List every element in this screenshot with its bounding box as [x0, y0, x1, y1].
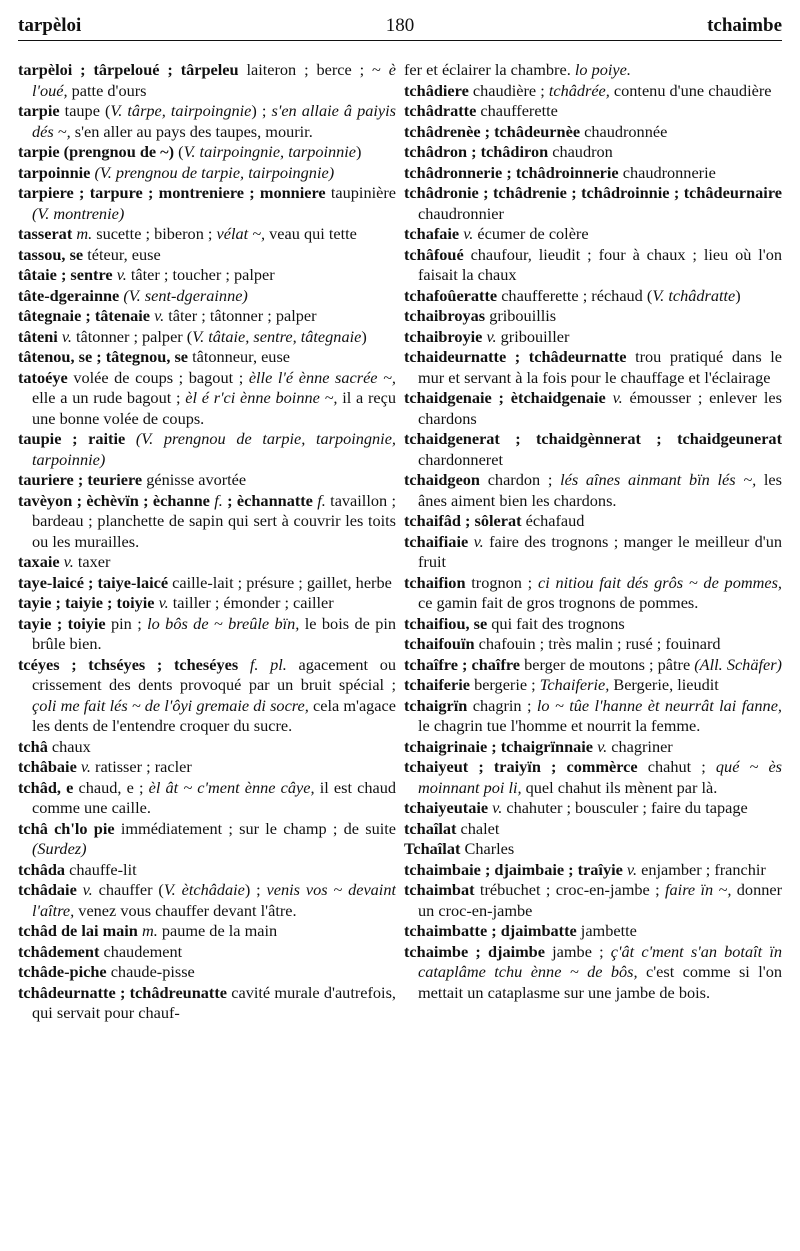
entry-italic-text: v. — [80, 757, 96, 776]
entry-headword: tchâdronnerie ; tchâdroinnerie — [404, 162, 623, 182]
dictionary-entry — [18, 983, 396, 1024]
entry-headword: tchaibroyas — [404, 306, 490, 325]
entry-headword: tâteni — [18, 326, 62, 346]
dictionary-entry — [404, 532, 782, 573]
entry-definition: jambette — [580, 921, 637, 940]
entry-italic-text: è l'oué, — [32, 60, 396, 100]
entry-italic-text: v. — [158, 593, 173, 612]
entry-definition: chaudronnerie — [622, 162, 716, 182]
entry-italic-text: èl é r'ci ènne boinne ~, — [185, 388, 338, 407]
entry-definition: tailler ; émonder ; cailler — [172, 593, 334, 612]
entry-headword: tchaidgenerat ; tchaidgènnerat ; tchaidgeunerat — [404, 429, 782, 448]
entry-italic-text: venis vos ~ devaint l'aître, — [32, 880, 396, 920]
entry-headword: ; èchannatte — [227, 490, 318, 510]
entry-definition: échafaud — [525, 511, 585, 530]
dictionary-entry — [404, 921, 782, 942]
entry-italic-text: lo bôs de ~ breûle bïn, — [147, 613, 300, 633]
entry-definition: le bois de pin brûle bien. — [32, 613, 396, 653]
entry-definition: agacement ou crissement des dents provoqué par un bruit spécial ; — [32, 654, 396, 694]
dictionary-entry — [18, 552, 396, 573]
entry-headword: tchaidgenaie ; ètchaidgenaie — [404, 388, 613, 407]
entry-definition: chaufour, lieudit ; four à chaux ; lieu où l'on faisait la chaux — [418, 244, 782, 284]
entry-italic-text: v. — [486, 326, 501, 346]
entry-definition: cavité murale d'autrefois, qui servait pour chauf- — [32, 982, 396, 1022]
entry-headword: tarpèloi ; târpeloué ; târpeleu — [18, 60, 247, 79]
entry-definition: taupinière — [330, 183, 396, 202]
entry-headword: tchaîfre ; chaîfre — [404, 654, 525, 674]
entry-definition: enjamber ; franchir — [641, 859, 766, 879]
entry-definition: chafouin ; très malin ; rusé ; fouinard — [478, 634, 721, 653]
dictionary-entry — [18, 245, 396, 266]
entry-headword: tchaifion — [404, 572, 472, 592]
dictionary-entry — [404, 470, 782, 511]
entry-headword: tchaimbaie ; djaimbaie ; traîyie — [404, 859, 627, 879]
entry-headword: tchaimbe ; djaimbe — [404, 941, 553, 961]
entry-italic-text: ç'ât c'ment s'an botaît ïn cataplâme tchu ènne ~ de bôs, — [418, 941, 782, 981]
entry-italic-text: (Surdez) — [32, 839, 87, 858]
entry-definition: tâtonneur, euse — [192, 347, 291, 366]
entry-italic-text: (V. sent-dgerainne) — [123, 285, 248, 305]
entry-headword: tchâdiere — [404, 80, 473, 100]
entry-definition: qui fait des trognons — [491, 613, 625, 633]
entry-headword: taupie ; raitie — [18, 429, 136, 448]
entry-definition: chaudronnée — [584, 121, 668, 141]
entry-definition: bergerie ; — [474, 675, 540, 694]
entry-definition: gribouiller — [500, 326, 570, 346]
entry-definition: trognon ; — [471, 572, 538, 592]
entry-definition: veau qui tette — [265, 224, 357, 243]
dictionary-entry — [404, 60, 782, 81]
entry-definition: ce gamin fait de gros trognons de pommes. — [418, 593, 699, 612]
dictionary-entry — [404, 224, 782, 245]
dictionary-entry — [18, 306, 396, 327]
dictionary-entry — [404, 327, 782, 348]
right-column — [404, 60, 782, 1243]
dictionary-entry — [18, 327, 396, 348]
entry-definition: chaude-pisse — [110, 962, 195, 981]
entry-headword: tchaifiaie — [404, 531, 474, 551]
entry-definition: sucette ; biberon ; — [96, 224, 217, 243]
entry-headword: tchâda — [18, 859, 70, 879]
entry-headword: tchâd, e — [18, 777, 79, 797]
dictionary-entry — [18, 962, 396, 983]
entry-headword: tchâdronie ; tchâdrenie ; tchâdroinnie ; tchâdeurnaire — [404, 183, 782, 202]
entry-headword: Tchaîlat — [404, 839, 465, 858]
entry-definition: tavaillon ; bardeau ; planchette de sapin qui sert à couvrir les toits ou les murailles. — [32, 490, 396, 551]
entry-definition: chauffe-lit — [69, 859, 137, 879]
dictionary-entry — [404, 839, 782, 860]
entry-headword: tchaigrïn — [404, 695, 473, 715]
header-left-headword: tarpèloi — [18, 15, 82, 36]
entry-definition: téteur, euse — [87, 244, 161, 264]
entry-definition: chalet — [460, 818, 500, 838]
entry-headword: tchaiyeutaie — [404, 798, 493, 817]
entry-headword: tchâdaie — [18, 880, 83, 899]
entry-italic-text: f. — [317, 490, 331, 510]
entry-headword: tâtenou, se ; tâtegnou, se — [18, 347, 193, 366]
entry-headword: tasserat — [18, 224, 77, 243]
dictionary-entry — [18, 860, 396, 881]
entry-italic-text: V. tchâdratte — [652, 285, 736, 305]
entry-headword: tâtegnaie ; tâtenaie — [18, 306, 155, 325]
entry-italic-text: ci nitiou fait dés grôs ~ de pommes, — [537, 572, 782, 592]
entry-definition: chaud, e ; — [78, 777, 149, 797]
entry-italic-text: (All. Schäfer) — [694, 654, 782, 674]
entry-definition: faire des trognons ; manger le meilleur d'un fruit — [418, 531, 782, 571]
dictionary-entry — [404, 675, 782, 696]
entry-headword: tatoéye — [18, 367, 74, 387]
dictionary-entry — [404, 81, 782, 102]
entry-headword: tarpie — [18, 101, 65, 120]
entry-definition: volée de coups ; bagout ; — [73, 367, 249, 387]
entry-italic-text: èl ât ~ c'ment ènne câye, — [148, 777, 315, 797]
entry-headword: taxaie — [18, 552, 64, 571]
entry-definition: le chagrin tue l'homme et nourrit la femme. — [418, 716, 701, 735]
dictionary-entry — [404, 388, 782, 429]
entry-italic-text: lés aînes ainmant bïn lés ~, — [560, 470, 757, 489]
entry-definition: chaudement — [103, 941, 183, 961]
entry-headword: tchaideurnatte ; tchâdeurnatte — [404, 347, 636, 366]
entry-italic-text: v. — [473, 531, 490, 551]
entry-headword: tayie ; taiyie ; toiyie — [18, 593, 159, 612]
entry-italic-text: v. — [492, 798, 507, 817]
entry-definition: patte d'ours — [67, 80, 147, 100]
dictionary-entry — [404, 573, 782, 614]
entry-italic-text: m. — [141, 921, 162, 940]
entry-definition: ) — [735, 285, 741, 305]
entry-headword: tcéyes ; tchséyes ; tcheséyes — [18, 654, 250, 674]
entry-definition: s'en aller au pays des taupes, mourir. — [70, 121, 313, 141]
entry-definition: berger de moutons ; pâtre — [524, 654, 695, 674]
entry-definition: caille-lait ; présure ; gaillet, herbe — [172, 572, 392, 592]
dictionary-entry — [404, 101, 782, 122]
dictionary-entry — [18, 101, 396, 142]
entry-italic-text: v. — [597, 736, 612, 756]
entry-definition: ( — [178, 142, 184, 161]
entry-definition: laiteron ; berce ; ~ — [246, 60, 389, 79]
dictionary-entry — [404, 306, 782, 327]
dictionary-entry — [404, 737, 782, 758]
dictionary-entry — [18, 368, 396, 430]
entry-definition: trou pratiqué dans le mur et servant à la fois pour le chauffage et l'éclairage — [418, 347, 782, 387]
dictionary-entry — [18, 265, 396, 286]
entry-headword: tchaigrinaie ; tchaigrïnnaie — [404, 736, 598, 756]
entry-definition: écumer de colère — [477, 224, 589, 243]
entry-headword: tchaîlat — [404, 818, 461, 838]
dictionary-entry — [18, 163, 396, 184]
entry-definition: pin ; — [111, 613, 148, 633]
entry-headword: tchaifouïn — [404, 634, 479, 653]
entry-headword: tchâdratte — [404, 101, 481, 120]
dictionary-entry — [18, 286, 396, 307]
dictionary-entry — [18, 614, 396, 655]
entry-headword: tchaiferie — [404, 675, 475, 694]
entry-definition: chahut ; — [647, 757, 716, 776]
entry-definition: chaux — [51, 736, 91, 756]
dictionary-entry — [404, 245, 782, 286]
entry-italic-text: v. — [63, 552, 78, 571]
entry-headword: tâtaie ; sentre — [18, 265, 117, 284]
entry-definition: chardonneret — [418, 449, 503, 469]
entry-definition: chaudière ; — [472, 80, 549, 100]
entry-headword: tchaiyeut ; traiyïn ; commèrce — [404, 757, 648, 776]
dictionary-entry — [18, 470, 396, 491]
entry-definition: il a reçu une bonne volée de coups. — [32, 388, 396, 428]
dictionary-entry — [18, 593, 396, 614]
entry-italic-text: s'en allaie â paiyis dés ~, — [32, 101, 396, 141]
dictionary-entry — [404, 942, 782, 1004]
dictionary-entry — [404, 634, 782, 655]
entry-definition: chahuter ; bousculer ; faire du tapage — [506, 798, 748, 817]
entry-definition: chaufferette — [480, 101, 558, 120]
entry-definition: immédiatement ; sur le champ ; de suite — [120, 818, 396, 838]
entry-definition: ) — [361, 326, 367, 346]
entry-headword: tchâdron ; tchâdiron — [404, 142, 553, 161]
entry-italic-text: V. tairpoingnie, tarpoinnie — [183, 142, 357, 161]
dictionary-entry — [18, 491, 396, 553]
entry-definition: les ânes aiment bien les chardons. — [418, 470, 782, 510]
entry-italic-text: V. târpe, tairpoingnie — [110, 101, 252, 120]
entry-headword: taye-laicé ; taiye-laicé — [18, 572, 173, 592]
entry-italic-text: tchâdrée, — [548, 80, 610, 100]
entry-definition: elle a un rude bagout ; — [32, 388, 186, 407]
entry-italic-text: vélat ~, — [216, 224, 266, 243]
dictionary-entry — [18, 757, 396, 778]
entry-definition: taxer — [77, 552, 111, 571]
entry-definition: chardon ; — [487, 470, 561, 489]
entry-headword: tchafaie — [404, 224, 464, 243]
entry-definition: trébuchet ; croc-en-jambe ; — [479, 880, 665, 899]
dictionary-entry — [404, 860, 782, 881]
dictionary-entry — [18, 142, 396, 163]
dictionary-entry — [404, 347, 782, 388]
entry-definition: Charles — [464, 839, 515, 858]
entry-definition: fer et éclairer la chambre. — [404, 60, 575, 79]
entry-italic-text: v. — [82, 880, 99, 899]
entry-headword: tchâbaie — [18, 757, 81, 776]
entry-headword: tarpoinnie — [18, 162, 95, 182]
entry-definition: gribouillis — [489, 306, 557, 325]
dictionary-entry — [404, 614, 782, 635]
page-header — [18, 12, 782, 41]
dictionary-entry — [18, 737, 396, 758]
entry-headword: tchaifiou, se — [404, 613, 492, 633]
dictionary-entry — [18, 778, 396, 819]
entry-definition: chagriner — [611, 736, 673, 756]
dictionary-entry — [18, 224, 396, 245]
dictionary-entry — [404, 183, 782, 224]
entry-italic-text: f. pl. — [249, 654, 299, 674]
entry-definition: ratisser ; racler — [95, 757, 192, 776]
entry-headword: tarpiere ; tarpure ; montreniere ; monniere — [18, 183, 331, 202]
entry-headword: tchaibroyie — [404, 326, 487, 346]
entry-definition: génisse avortée — [146, 470, 247, 489]
dictionary-entry — [18, 183, 396, 224]
entry-italic-text: V. tâtaie, sentre, tâtegnaie — [192, 326, 362, 346]
entry-headword: tchaimbat — [404, 880, 480, 899]
entry-italic-text: lo ~ tûe l'hanne èt neurrât lai fanne, — [536, 695, 782, 715]
dictionary-entry — [18, 655, 396, 737]
entry-definition: tâter ; tâtonner ; palper — [168, 306, 317, 325]
entry-definition: il est chaud comme une caille. — [32, 777, 396, 817]
entry-italic-text: èlle l'é ènne sacrée ~, — [248, 367, 396, 387]
entry-definition: ) — [356, 142, 362, 161]
entry-headword: tarpie (prengnou de ~) — [18, 142, 179, 161]
entry-definition: donner un croc-en-jambe — [418, 880, 782, 920]
dictionary-columns — [18, 60, 782, 1243]
entry-definition: chaudron — [552, 142, 613, 161]
entry-italic-text: lo poiye. — [574, 60, 631, 79]
entry-italic-text: v. — [116, 265, 131, 284]
entry-headword: tchâdrenèe ; tchâdeurnèe — [404, 121, 585, 141]
entry-headword: tchâdement — [18, 941, 104, 961]
entry-definition: contenu d'une chaudière — [609, 80, 772, 100]
entry-definition: ) ; — [244, 880, 267, 899]
entry-italic-text: Tchaiferie, — [539, 675, 610, 694]
entry-headword: tchâfoué — [404, 244, 471, 264]
dictionary-entry — [404, 511, 782, 532]
entry-definition: venez vous chauffer devant l'âtre. — [74, 900, 297, 920]
dictionary-entry — [404, 163, 782, 184]
entry-headword: tchafoûeratte — [404, 285, 502, 305]
dictionary-entry — [404, 880, 782, 921]
entry-headword: tassou, se — [18, 244, 88, 264]
entry-definition: chaufferette ; réchaud ( — [501, 285, 653, 305]
entry-definition: jambe ; — [552, 941, 611, 961]
entry-headword: tchâde-piche — [18, 962, 111, 981]
dictionary-entry — [18, 921, 396, 942]
entry-headword: tchâ — [18, 736, 52, 756]
entry-italic-text: (V. montrenie) — [32, 203, 125, 223]
entry-italic-text: v. — [612, 388, 630, 407]
dictionary-entry — [404, 655, 782, 676]
dictionary-entry — [18, 573, 396, 594]
entry-italic-text: faire ïn ~, — [665, 880, 732, 899]
entry-definition: émousser ; enlever les chardons — [418, 388, 782, 428]
left-column — [18, 60, 396, 1243]
entry-italic-text: qué ~ ès moinnant poi li, — [418, 757, 782, 797]
entry-definition: taupe ( — [64, 101, 111, 120]
dictionary-entry — [18, 880, 396, 921]
dictionary-entry — [18, 347, 396, 368]
entry-italic-text: (V. prengnou de tarpie, tairpoingnie) — [94, 162, 335, 182]
entry-definition: c'est comme si l'on mettait un cataplasme sur une jambe de bois. — [418, 962, 782, 1002]
entry-definition: tâtonner ; palper ( — [76, 326, 193, 346]
dictionary-entry — [18, 60, 396, 101]
dictionary-entry — [404, 429, 782, 470]
header-right-headword: tchaimbe — [707, 15, 782, 36]
entry-definition: chagrin ; — [472, 695, 537, 715]
dictionary-entry — [404, 757, 782, 798]
entry-italic-text: v. — [463, 224, 478, 243]
entry-italic-text: çoli me fait lés ~ de l'ôyi gremaie di socre, — [32, 695, 309, 715]
dictionary-entry — [404, 819, 782, 840]
entry-italic-text: v. — [626, 859, 642, 879]
entry-italic-text: m. — [76, 224, 97, 243]
dictionary-entry — [18, 429, 396, 470]
page-number: 180 — [385, 15, 415, 36]
dictionary-entry — [18, 819, 396, 860]
entry-definition: paume de la main — [161, 921, 278, 940]
dictionary-entry — [404, 286, 782, 307]
entry-headword: tchâdeurnatte ; tchâdreunatte — [18, 982, 232, 1002]
dictionary-entry — [404, 142, 782, 163]
entry-headword: tayie ; toiyie — [18, 613, 112, 633]
entry-definition: chaudronnier — [418, 203, 504, 223]
entry-definition: Bergerie, lieudit — [609, 675, 719, 694]
entry-italic-text: v. — [154, 306, 169, 325]
entry-headword: tchaimbatte ; djaimbatte — [404, 921, 581, 940]
entry-definition: ) ; — [251, 101, 272, 120]
entry-definition: quel chahut ils mènent par là. — [521, 777, 718, 797]
entry-headword: tâte-dgerainne — [18, 285, 124, 305]
entry-italic-text: (V. prengnou de tarpie, tarpoingnie, tarpoinnie) — [32, 429, 396, 469]
dictionary-entry — [18, 942, 396, 963]
dictionary-entry — [404, 122, 782, 143]
entry-definition: chauffer ( — [98, 880, 164, 899]
entry-italic-text: f. — [214, 490, 228, 510]
entry-italic-text: v. — [61, 326, 77, 346]
entry-headword: tchaifâd ; sôlerat — [404, 511, 526, 530]
entry-headword: tauriere ; teuriere — [18, 470, 147, 489]
dictionary-entry — [404, 696, 782, 737]
entry-headword: tchaidgeon — [404, 470, 488, 489]
entry-headword: tchâ ch'lo pie — [18, 818, 121, 838]
entry-italic-text: V. ètchâdaie — [163, 880, 245, 899]
dictionary-entry — [404, 798, 782, 819]
entry-definition: cela m'agace les dents de l'entendre croquer du sucre. — [32, 695, 396, 735]
entry-definition: tâter ; toucher ; palper — [130, 265, 275, 284]
entry-headword: tchâd de lai main — [18, 921, 142, 940]
entry-headword: tavèyon ; èchèvïn ; èchanne — [18, 490, 215, 510]
